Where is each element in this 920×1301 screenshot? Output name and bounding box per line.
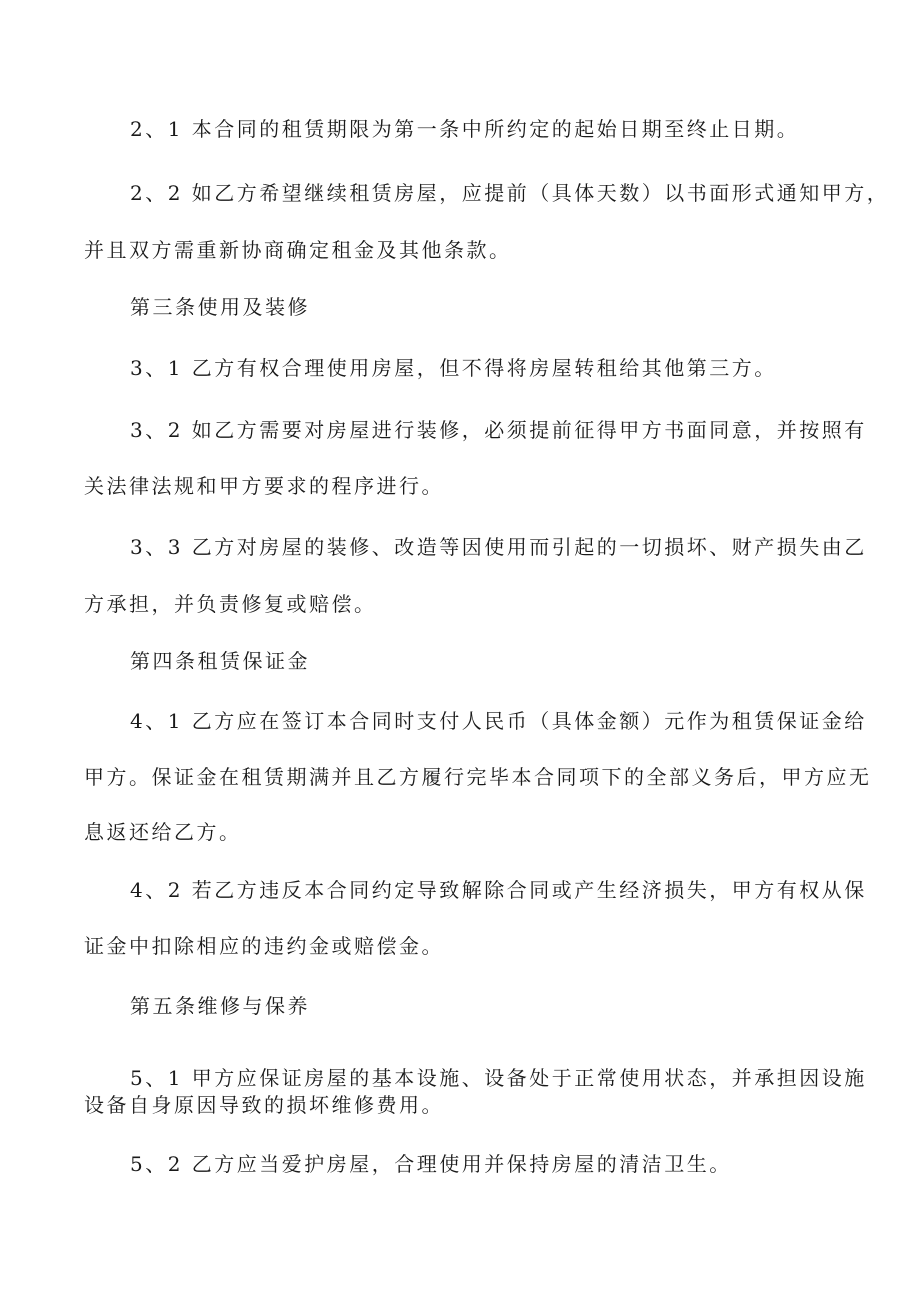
article-4-heading [84,651,844,671]
text-line: 5、1 甲方应保证房屋的基本设施、设备处于正常使用状态，并承担因设施 [130,1066,867,1090]
text-line: 关法律法规和甲方要求的程序进行。 [84,474,444,498]
article-5-heading [84,996,844,1016]
clause-2-2 [84,181,890,262]
clause-3-1 [84,358,844,378]
section-heading: 第五条维修与保养 [130,994,310,1018]
text-line: 2、1 本合同的租赁期限为第一条中所约定的起始日期至终止日期。 [130,117,800,141]
clause-3-2 [84,418,867,498]
text-line: 3、3 乙方对房屋的装修、改造等因使用而引起的一切损坏、财产损失由乙 [130,535,867,559]
text-line: 4、1 乙方应在签订本合同时支付人民币（具体金额）元作为租赁保证金给 [130,709,867,733]
section-heading: 第三条使用及装修 [130,295,310,319]
clause-4-1 [84,709,872,844]
text-line: 3、1 乙方有权合理使用房屋，但不得将房屋转租给其他第三方。 [130,356,777,380]
text-line: 3、2 如乙方需要对房屋进行装修，必须提前征得甲方书面同意，并按照有 [130,418,867,442]
text-line: 并且双方需重新协商确定租金及其他条款。 [84,238,512,262]
clause-3-3 [84,535,867,616]
article-3-heading [84,297,844,317]
section-heading: 第四条租赁保证金 [130,649,310,673]
text-line: 设备自身原因导致的损坏维修费用。 [84,1093,444,1117]
text-line: 5、2 乙方应当爱护房屋，合理使用并保持房屋的清洁卫生。 [130,1152,732,1176]
text-line: 息返还给乙方。 [84,820,242,844]
text-line: 甲方。保证金在租赁期满并且乙方履行完毕本合同项下的全部义务后，甲方应无 [84,765,872,789]
text-line: 4、2 若乙方违反本合同约定导致解除合同或产生经济损失，甲方有权从保 [130,878,867,902]
text-line: 2、2 如乙方希望继续租赁房屋，应提前（具体天数）以书面形式通知甲方， [130,181,890,205]
clause-2-1 [84,119,844,139]
text-line: 方承担，并负责修复或赔偿。 [84,592,377,616]
text-line: 证金中扣除相应的违约金或赔偿金。 [84,934,444,958]
clause-4-2 [84,878,867,958]
clause-5-2 [84,1154,844,1174]
clause-5-1 [84,1066,867,1117]
